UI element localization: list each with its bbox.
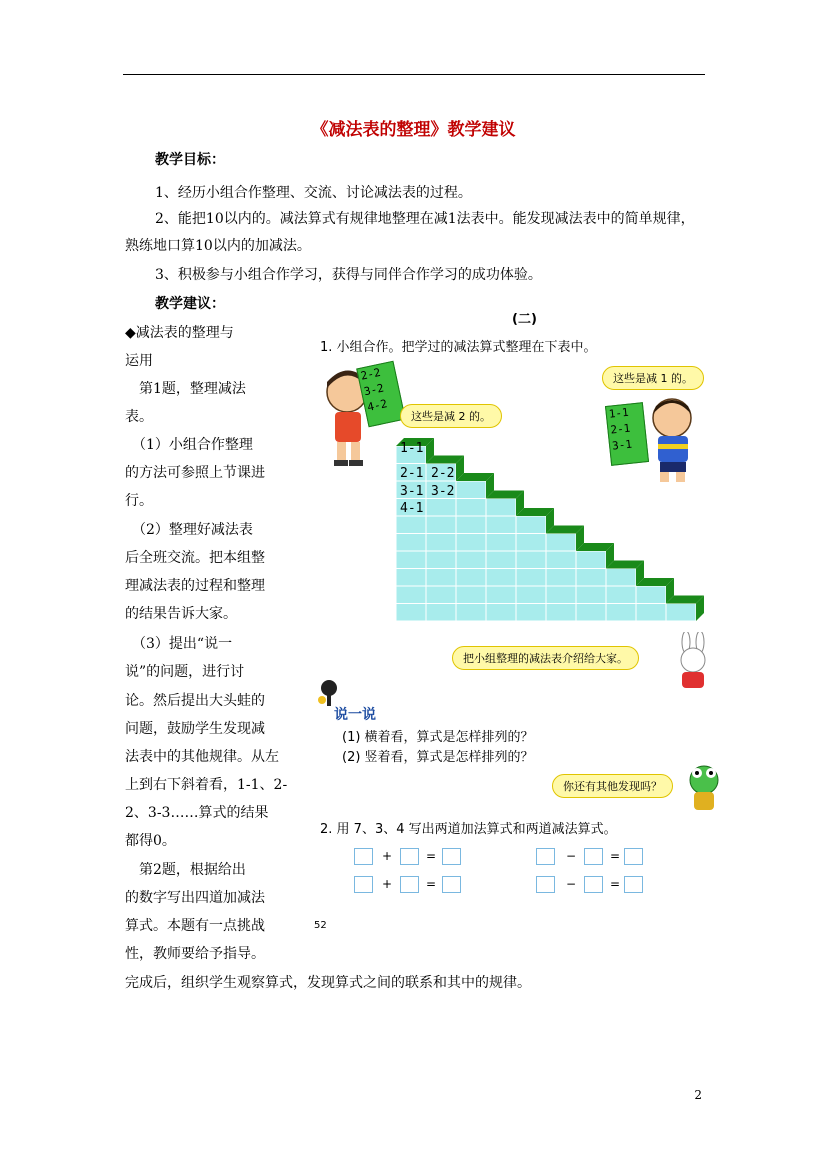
table-grid-cell xyxy=(486,499,516,517)
minus-sign: − xyxy=(566,877,577,891)
advice-line: 说”的问题，进行讨 xyxy=(125,664,245,680)
speech-bubble-minus-1: 这些是减 1 的。 xyxy=(602,366,704,390)
table-grid-cell xyxy=(546,586,576,604)
table-grid-cell xyxy=(456,481,486,499)
advice-line: 的方法可参照上节课进 xyxy=(125,465,265,481)
table-grid-cell xyxy=(516,569,546,587)
goal-2-line-1: 2、能把10以内的。减法算式有规律地整理在减1法表中。能发现减法表中的简单规律， xyxy=(155,211,695,227)
table-grid-cell xyxy=(456,586,486,604)
table-grid-cell xyxy=(426,586,456,604)
page-number: 2 xyxy=(694,1088,702,1102)
table-cell: 3-2 xyxy=(431,484,455,499)
table-grid-cell xyxy=(456,551,486,569)
advice-line: （2）整理好减法表 xyxy=(125,522,253,538)
card-text: 4-2 xyxy=(366,397,389,414)
answer-box[interactable] xyxy=(624,876,643,893)
table-grid-cell xyxy=(456,499,486,517)
question-1: 1. 小组合作。把学过的减法算式整理在下表中。 xyxy=(320,340,597,355)
table-grid-cell xyxy=(636,604,666,622)
answer-box[interactable] xyxy=(400,876,419,893)
equals-sign: = xyxy=(610,877,621,891)
table-grid-cell xyxy=(516,604,546,622)
table-grid-cell xyxy=(606,569,636,587)
plus-sign: + xyxy=(382,877,393,891)
advice-line: 性，教师要给予指导。 xyxy=(125,946,265,962)
table-grid-cell xyxy=(426,534,456,552)
advice-line: 法表中的其他规律。从左 xyxy=(125,749,279,765)
advice-line: 算式。本题有一点挑战 xyxy=(125,918,265,934)
header-rule xyxy=(123,74,705,75)
advice-line: ◆减法表的整理与 xyxy=(125,325,234,341)
card-text: 2-1 xyxy=(609,421,631,437)
advice-line: 的结果告诉大家。 xyxy=(125,606,237,622)
table-grid-cell xyxy=(546,569,576,587)
table-grid-cell xyxy=(516,516,546,534)
subtraction-table-staircase xyxy=(396,434,726,626)
table-cell: 2-1 xyxy=(400,466,424,481)
table-grid-cell xyxy=(576,551,606,569)
answer-box[interactable] xyxy=(442,876,461,893)
table-grid-cell xyxy=(426,551,456,569)
table-grid-cell xyxy=(396,551,426,569)
table-grid-cell xyxy=(486,569,516,587)
table-grid-cell xyxy=(486,551,516,569)
table-grid-cell xyxy=(486,604,516,622)
table-grid-cell xyxy=(426,499,456,517)
frog-illustration xyxy=(682,762,726,818)
answer-box[interactable] xyxy=(584,876,603,893)
advice-line: （3）提出“说一 xyxy=(125,636,233,652)
table-grid-cell xyxy=(456,604,486,622)
equals-sign: = xyxy=(426,877,437,891)
advice-line: 运用 xyxy=(125,353,153,369)
table-grid-cell xyxy=(486,516,516,534)
answer-box[interactable] xyxy=(400,848,419,865)
goal-1: 1、经历小组合作整理、交流、讨论减法表的过程。 xyxy=(155,185,472,201)
goal-2-line-2: 熟练地口算10以内的加减法。 xyxy=(125,238,311,254)
table-grid-cell xyxy=(636,586,666,604)
table-grid-cell xyxy=(426,516,456,534)
advice-line: 的数字写出四道加减法 xyxy=(125,890,265,906)
answer-box[interactable] xyxy=(442,848,461,865)
card-text: 3-2 xyxy=(362,381,385,399)
speak-label: 说一说 xyxy=(334,707,376,723)
plus-sign: + xyxy=(382,849,393,863)
advice-heading: 教学建议： xyxy=(155,296,225,312)
table-grid-cell xyxy=(606,604,636,622)
table-grid-cell xyxy=(456,516,486,534)
table-cell: 3-1 xyxy=(400,484,424,499)
goals-heading: 教学目标： xyxy=(155,152,225,168)
table-grid-cell xyxy=(516,551,546,569)
table-grid-cell xyxy=(546,604,576,622)
table-grid-cell xyxy=(576,569,606,587)
table-grid-cell xyxy=(546,534,576,552)
textbook-page-number: 52 xyxy=(314,920,327,931)
rabbit-illustration xyxy=(670,632,716,692)
advice-line: 后全班交流。把本组整 xyxy=(125,550,265,566)
answer-box[interactable] xyxy=(624,848,643,865)
advice-line: 都得0。 xyxy=(125,833,176,849)
table-grid-cell xyxy=(396,516,426,534)
table-grid-cell xyxy=(546,551,576,569)
closing-line: 完成后，组织学生观察算式，发现算式之间的联系和其中的规律。 xyxy=(125,975,531,991)
advice-line: 行。 xyxy=(125,493,153,509)
textbook-figure xyxy=(312,306,732,936)
speech-bubble-intro: 把小组整理的减法表介绍给大家。 xyxy=(452,646,639,670)
advice-line: 表。 xyxy=(125,409,153,425)
table-grid-cell xyxy=(486,586,516,604)
page-title: 《减法表的整理》教学建议 xyxy=(311,120,516,140)
table-grid-cell xyxy=(396,586,426,604)
card-text: 1-1 xyxy=(608,405,630,421)
table-grid-cell xyxy=(456,534,486,552)
card-text: 3-1 xyxy=(611,437,633,453)
answer-box[interactable] xyxy=(584,848,603,865)
speak-question-2: (2) 竖着看，算式是怎样排列的？ xyxy=(342,750,534,765)
advice-line: 理减法表的过程和整理 xyxy=(125,578,265,594)
advice-line: 第1题，整理减法 xyxy=(125,381,246,397)
table-grid-cell xyxy=(456,569,486,587)
table-grid-cell xyxy=(516,534,546,552)
table-cell: 4-1 xyxy=(400,501,424,516)
advice-line: 问题，鼓励学生发现减 xyxy=(125,721,265,737)
speech-bubble-minus-2: 这些是减 2 的。 xyxy=(400,404,502,428)
advice-line: 2、3-3……算式的结果 xyxy=(125,805,269,821)
equals-sign: = xyxy=(426,849,437,863)
goal-3: 3、积极参与小组合作学习，获得与同伴合作学习的成功体验。 xyxy=(155,267,542,283)
table-grid-cell xyxy=(666,604,696,622)
equals-sign: = xyxy=(610,849,621,863)
table-grid-cell xyxy=(396,604,426,622)
table-grid-cell xyxy=(396,534,426,552)
answer-box[interactable] xyxy=(354,876,373,893)
card-text: 2-2 xyxy=(359,365,382,383)
table-grid-cell xyxy=(396,569,426,587)
table-grid-cell xyxy=(426,569,456,587)
table-grid-cell xyxy=(426,604,456,622)
answer-box[interactable] xyxy=(536,848,555,865)
advice-line: 第2题，根据给出 xyxy=(125,862,246,878)
table-grid-cell xyxy=(516,586,546,604)
table-grid-cell xyxy=(576,604,606,622)
advice-line: （1）小组合作整理 xyxy=(125,437,253,453)
advice-line: 论。然后提出大头蛙的 xyxy=(125,693,265,709)
minus-sign: − xyxy=(566,849,577,863)
advice-line: 上到右下斜着看，1-1、2- xyxy=(125,777,288,793)
table-grid-cell xyxy=(486,534,516,552)
table-grid-cell xyxy=(576,586,606,604)
answer-box[interactable] xyxy=(354,848,373,865)
speech-bubble-frog: 你还有其他发现吗？ xyxy=(552,774,673,798)
table-grid-cell xyxy=(606,586,636,604)
speak-question-1: (1) 横着看，算式是怎样排列的？ xyxy=(342,730,534,745)
question-2: 2. 用 7、3、4 写出两道加法算式和两道减法算式。 xyxy=(320,822,617,837)
figure-heading: (二) xyxy=(512,312,537,327)
answer-box[interactable] xyxy=(536,876,555,893)
table-cell: 2-2 xyxy=(431,466,455,481)
table-cell: 1-1 xyxy=(400,441,424,456)
